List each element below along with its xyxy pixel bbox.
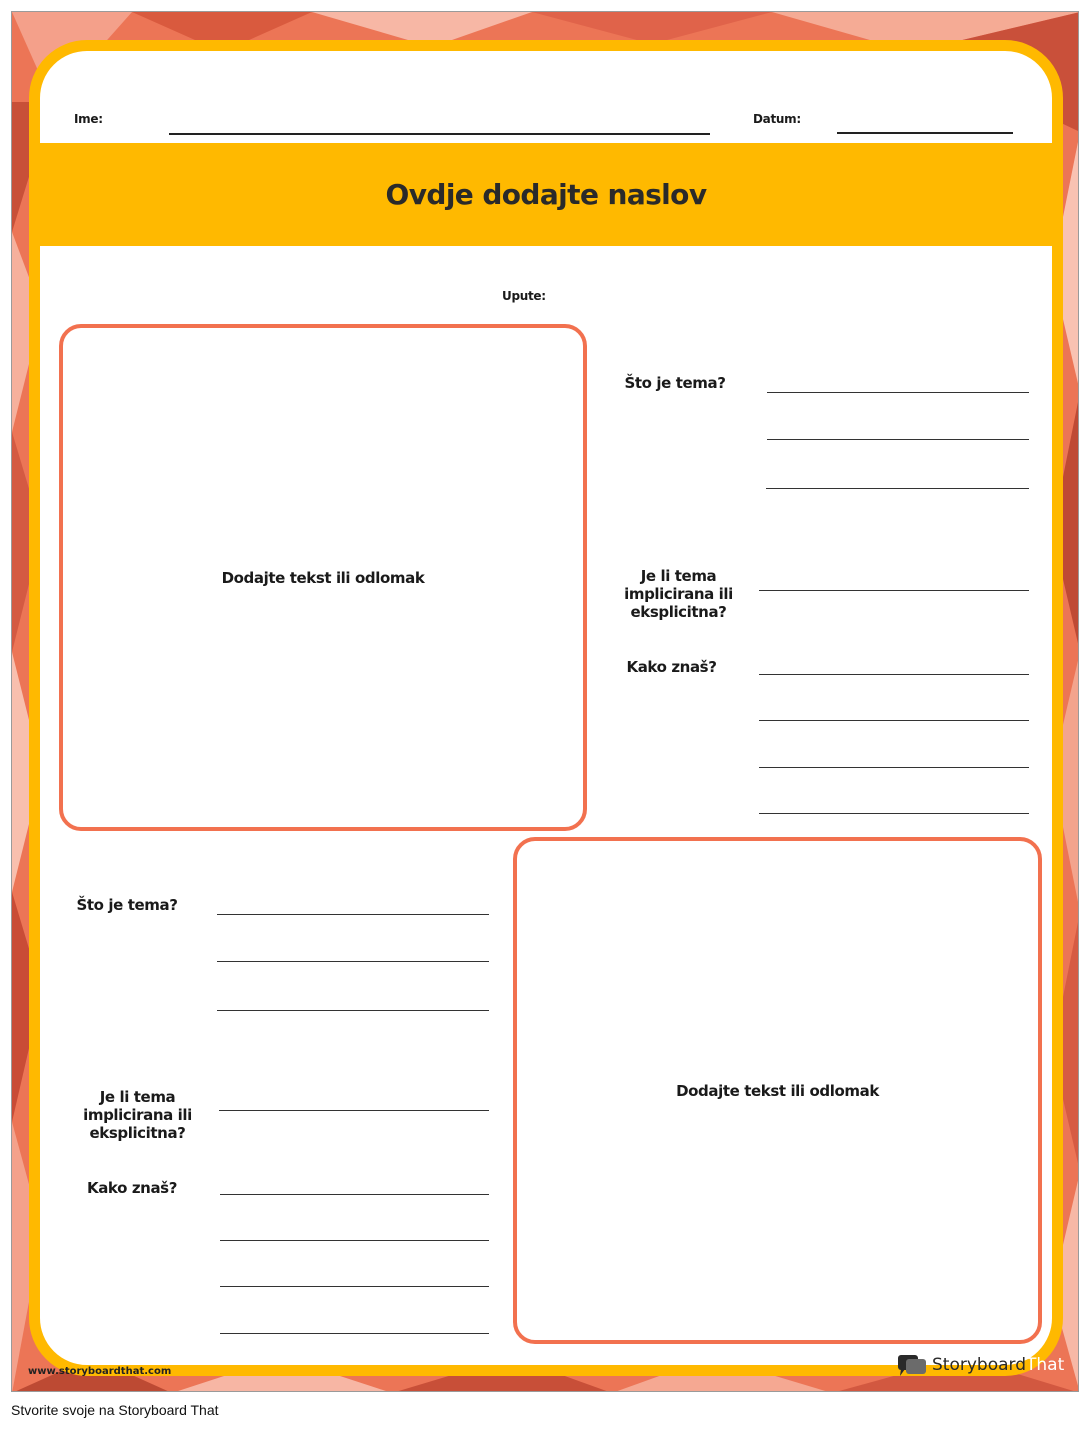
answer-line-implicit-2[interactable]	[219, 1110, 489, 1111]
caption[interactable]: Stvorite svoje na Storyboard That	[11, 1402, 219, 1418]
question-theme-1: Što je tema?	[624, 374, 726, 392]
question-how-2: Kako znaš?	[86, 1179, 177, 1197]
answer-line-how-2d[interactable]	[220, 1333, 489, 1334]
name-label: Ime:	[74, 112, 103, 126]
passage-box-1-text: Dodajte tekst ili odlomak	[221, 568, 425, 587]
question-theme-2: Što je tema?	[76, 896, 178, 914]
answer-line-how-2b[interactable]	[220, 1240, 489, 1241]
question-implicit-1: Je li tema implicirana ili eksplicitna?	[624, 567, 733, 621]
answer-line-theme-2a[interactable]	[217, 914, 489, 915]
question-implicit-2: Je li tema implicirana ili eksplicitna?	[83, 1088, 192, 1142]
logo-word-storyboard: Storyboard	[932, 1355, 1026, 1375]
passage-box-2-text: Dodajte tekst ili odlomak	[676, 1081, 879, 1100]
footer-url[interactable]: www.storyboardthat.com	[28, 1366, 172, 1377]
storyboardthat-logo	[896, 1353, 1064, 1377]
answer-line-theme-2c[interactable]	[217, 1010, 489, 1011]
worksheet-frame	[29, 40, 1063, 1376]
answer-line-theme-1c[interactable]	[766, 488, 1029, 489]
date-line[interactable]	[837, 132, 1013, 134]
answer-line-how-1d[interactable]	[759, 813, 1029, 814]
passage-box-2[interactable]	[513, 837, 1042, 1344]
date-label: Datum:	[753, 112, 801, 126]
instructions-label: Upute:	[502, 289, 546, 303]
answer-line-how-2c[interactable]	[220, 1286, 489, 1287]
answer-line-how-2a[interactable]	[220, 1194, 489, 1195]
speech-bubble-icon	[896, 1353, 928, 1377]
answer-line-theme-1b[interactable]	[767, 439, 1029, 440]
worksheet	[11, 11, 1079, 1392]
answer-line-how-1a[interactable]	[759, 674, 1029, 675]
answer-line-how-1b[interactable]	[759, 720, 1029, 721]
logo-word-that: That	[1026, 1355, 1065, 1375]
passage-box-1[interactable]	[59, 324, 587, 831]
answer-line-theme-1a[interactable]	[767, 392, 1029, 393]
title-band	[40, 143, 1052, 246]
answer-line-implicit-1[interactable]	[759, 590, 1029, 591]
name-line[interactable]	[169, 133, 710, 135]
answer-line-how-1c[interactable]	[759, 767, 1029, 768]
page-title[interactable]: Ovdje dodajte naslov	[385, 178, 707, 211]
question-how-1: Kako znaš?	[626, 658, 717, 676]
answer-line-theme-2b[interactable]	[217, 961, 489, 962]
